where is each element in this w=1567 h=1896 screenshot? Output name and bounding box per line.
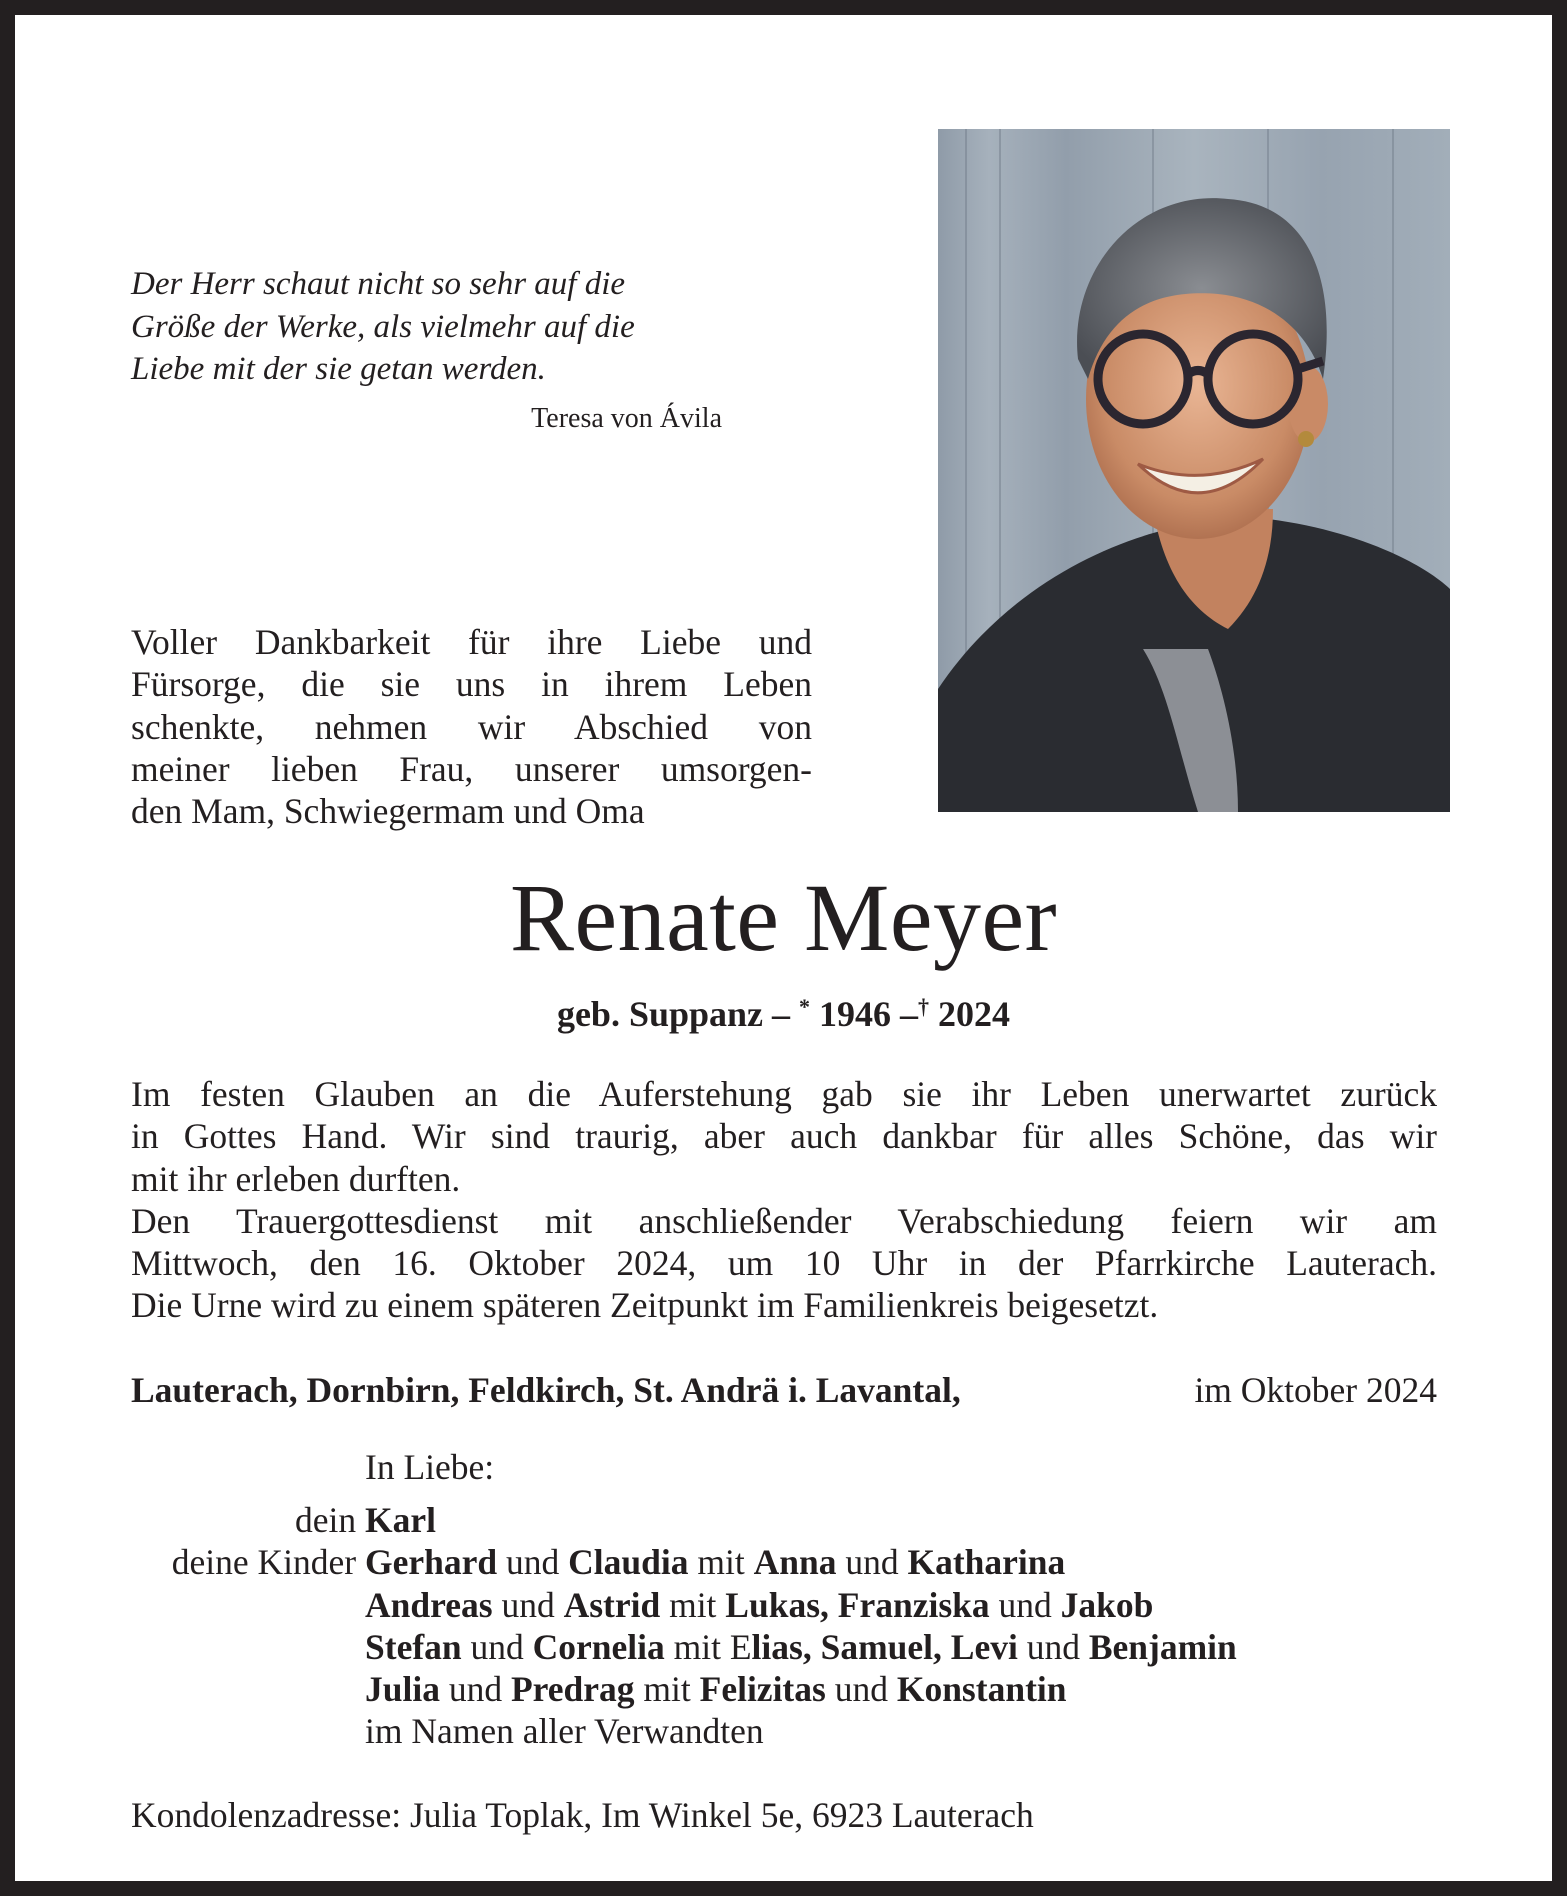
quote-line: Liebe mit der sie getan werden. [131, 351, 546, 387]
connector-text: und [1017, 1626, 1089, 1667]
connector-text: im Namen aller Verwandten [365, 1711, 764, 1752]
mourner-row [131, 1584, 1237, 1626]
mourner-name: Predrag [510, 1669, 635, 1710]
quote-line: Größe der Werke, als vielmehr auf die [131, 308, 635, 345]
obituary-notice [15, 15, 1552, 1881]
intro-line: den Mam, Schwiegermam und Oma [131, 791, 645, 832]
maiden-name: geb. Suppanz – [556, 994, 791, 1034]
intro-paragraph [131, 621, 812, 832]
relation-label: dein [295, 1500, 365, 1540]
mourner-name: Andreas [365, 1584, 493, 1625]
body-line: in Gottes Hand. Wir sind traurig, aber auch dankbar für alles Schöne, das wir [131, 1116, 1437, 1157]
mourner-name: Benjamin [1088, 1626, 1237, 1667]
birth-star-icon: * [799, 994, 811, 1019]
portrait-photo [938, 129, 1450, 812]
mourner-name: Gerhard [365, 1542, 498, 1583]
condolence-address: Kondolenzadresse: Julia Toplak, Im Winkel 5e, 6923 Lauterach [131, 1795, 1034, 1835]
mourner-name: Cornelia [532, 1626, 665, 1667]
place-date-line [131, 1369, 1437, 1411]
funeral-details [131, 1073, 1437, 1327]
relation-label [131, 1710, 365, 1752]
relation-label [131, 1668, 365, 1710]
connector-text: und [492, 1584, 564, 1625]
mourner-row [131, 1710, 1237, 1752]
connector-text: und [836, 1542, 908, 1583]
mourner-name: Astrid [563, 1584, 661, 1625]
separator-dash: – [900, 994, 919, 1034]
body-line: Den Trauergottesdienst mit anschließender Verabschiedung feiern wir am [131, 1200, 1437, 1241]
mourner-row [131, 1668, 1237, 1710]
mourner-name: Claudia [568, 1542, 689, 1583]
places: Lauterach, Dornbirn, Feldkirch, St. Andrä i. Lavantal, [131, 1370, 961, 1410]
relation-label: deine Kinder [171, 1542, 365, 1583]
mourner-name: Jakob [1060, 1584, 1154, 1625]
connector-text: mit E [664, 1626, 752, 1667]
relation-label [131, 1626, 365, 1668]
intro-line: Voller Dankbarkeit für ihre Liebe und [131, 622, 812, 662]
connector-text: mit [660, 1584, 726, 1625]
quote-line: Der Herr schaut nicht so sehr auf die [131, 266, 626, 302]
portrait-illustration [938, 129, 1450, 812]
intro-line: schenkte, nehmen wir Abschied von [131, 706, 812, 747]
death-year: 2024 [938, 994, 1011, 1034]
body-line: mit ihr erleben durften. [131, 1158, 461, 1199]
intro-line: meiner lieben Frau, unserer umsorgen- [131, 748, 812, 789]
death-cross-icon: † [918, 994, 930, 1019]
birth-year: 1946 [819, 994, 892, 1034]
connector-text: und [439, 1669, 511, 1710]
mourner-name: Felizitas [699, 1669, 826, 1710]
deceased-name: Renate Meyer [509, 864, 1058, 971]
mourner-name: Konstantin [896, 1669, 1067, 1710]
mourner-name: Lukas, Franziska [725, 1584, 990, 1625]
mourner-names [365, 1541, 1065, 1583]
connector-text: und [497, 1542, 569, 1583]
mourner-row [131, 1541, 1237, 1583]
mourner-name: Anna [753, 1542, 837, 1583]
quote-attribution: Teresa von Ávila [531, 403, 722, 434]
mourner-name: Stefan [365, 1626, 462, 1667]
relation-label [131, 1584, 365, 1626]
connector-text: mit [634, 1669, 700, 1710]
bible-quote [131, 263, 635, 391]
intro-line: Fürsorge, die sie uns in ihrem Leben [131, 664, 812, 705]
mourner-name: Julia [365, 1669, 440, 1710]
connector-text: und [989, 1584, 1061, 1625]
mourner-name: Katharina [907, 1542, 1066, 1583]
connector-text: und [461, 1626, 533, 1667]
mourners-list [131, 1499, 1237, 1753]
body-line: Die Urne wird zu einem späteren Zeitpunkt im Familienkreis beigesetzt. [131, 1285, 1159, 1326]
connector-text: mit [688, 1542, 754, 1583]
mourner-names [365, 1668, 1067, 1710]
in-love-heading: In Liebe: [365, 1447, 495, 1487]
connector-text: und [825, 1669, 897, 1710]
earring [1298, 431, 1314, 447]
body-line: Im festen Glauben an die Auferstehung gab sie ihr Leben unerwartet zurück [131, 1074, 1437, 1114]
mourner-row [131, 1499, 1237, 1541]
mourner-name: lias, Samuel, Levi [751, 1626, 1018, 1667]
mourner-names [365, 1499, 436, 1541]
mourner-row [131, 1626, 1237, 1668]
mourner-names [365, 1584, 1153, 1626]
body-line: Mittwoch, den 16. Oktober 2024, um 10 Uhr in der Pfarrkirche Lauterach. [131, 1243, 1437, 1284]
mourner-names [365, 1626, 1237, 1668]
notice-date: im Oktober 2024 [1194, 1370, 1437, 1410]
birth-death-line [15, 993, 1552, 1035]
mourner-name: Karl [365, 1500, 436, 1540]
mourner-names [365, 1710, 764, 1752]
